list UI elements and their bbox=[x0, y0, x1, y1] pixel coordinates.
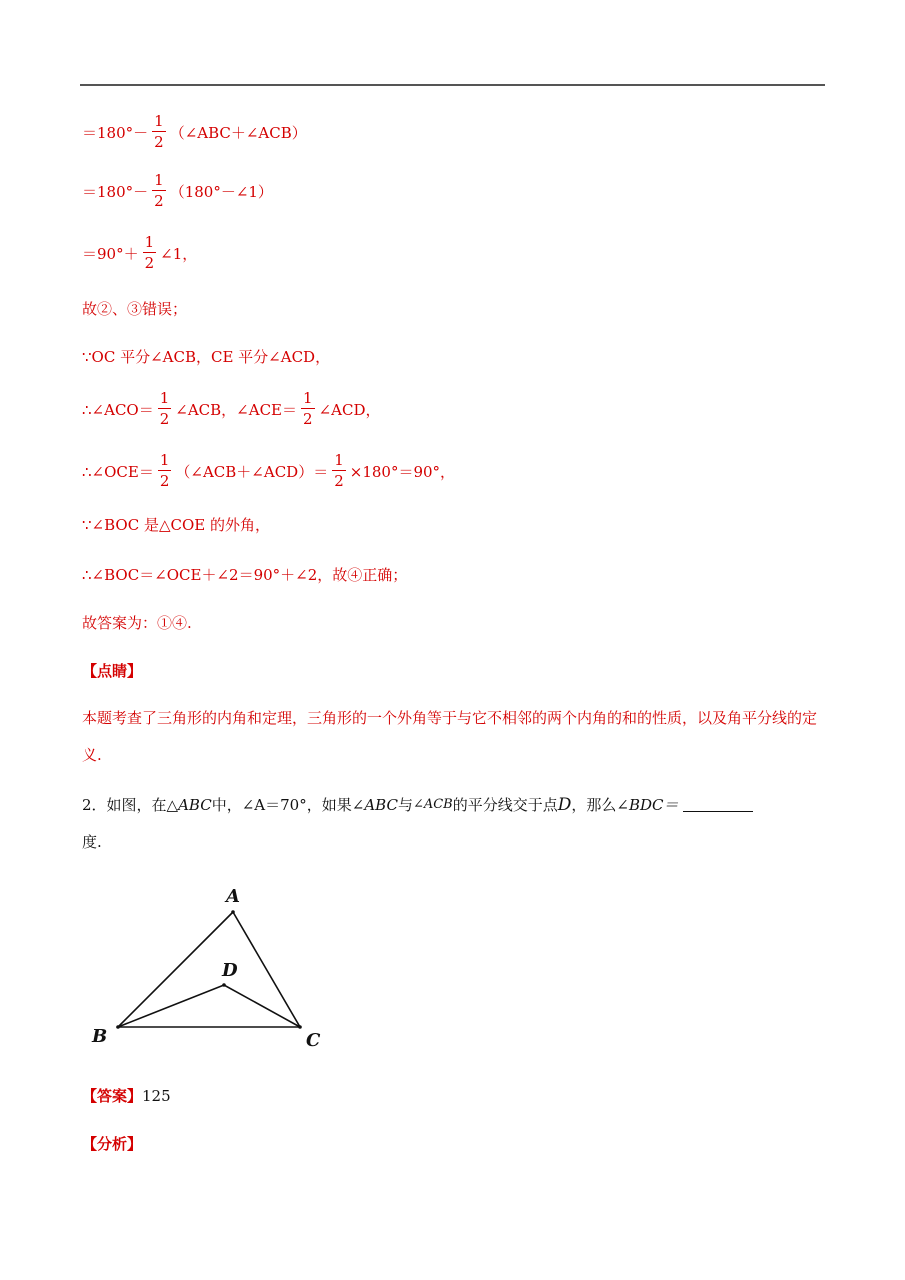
bisector-lines bbox=[118, 985, 300, 1027]
text: ＝90°＋ bbox=[82, 244, 139, 263]
fraction: $\frac{1}{2}$ bbox=[159, 451, 170, 490]
solution-line-9: ∴∠BOC＝∠OCE＋∠2＝90°＋∠2，故④正确； bbox=[82, 566, 408, 584]
text: ∠1， bbox=[160, 244, 198, 263]
solution-line-10: 故答案为：①④. bbox=[82, 614, 192, 632]
triangle-figure bbox=[80, 875, 340, 1060]
header-rule bbox=[80, 84, 825, 86]
text: ×180°＝90°， bbox=[349, 462, 456, 481]
solution-line-5: ∵OC 平分∠ACB，CE 平分∠ACD， bbox=[82, 348, 331, 366]
fraction: $\frac{1}{2}$ bbox=[303, 389, 313, 428]
solution-line-2 bbox=[82, 173, 273, 209]
point-a bbox=[231, 910, 235, 914]
solution-line-3 bbox=[82, 235, 197, 271]
text: 中， bbox=[211, 796, 242, 814]
text: ∠ACB，∠ACE＝ bbox=[175, 400, 298, 419]
fraction: $\frac{1}{2}$ bbox=[159, 389, 170, 428]
text: 的平分线交于点 bbox=[452, 796, 558, 814]
text: ＝180°－ bbox=[82, 182, 149, 201]
text: 与 bbox=[397, 796, 413, 814]
text: ∠ABC bbox=[351, 795, 398, 814]
text: ∴∠OCE＝ bbox=[82, 462, 154, 481]
solution-line-6 bbox=[82, 391, 380, 427]
question-2 bbox=[82, 794, 753, 815]
text: （∠ABC＋∠ACB） bbox=[169, 123, 307, 142]
fraction: $\frac{1}{2}$ bbox=[154, 112, 164, 151]
solution-line-8: ∵∠BOC 是△COE 的外角， bbox=[82, 516, 270, 534]
solution-line-4: 故②、③错误； bbox=[82, 300, 188, 318]
text: ∠ACB bbox=[412, 797, 453, 812]
solution-line-1 bbox=[82, 114, 307, 150]
label-b: B bbox=[92, 1026, 108, 1047]
text: ∠BDC＝ bbox=[616, 796, 679, 814]
fraction: $\frac{1}{2}$ bbox=[144, 233, 155, 272]
analysis-heading: 【分析】 bbox=[82, 1135, 143, 1153]
fraction: $\frac{1}{2}$ bbox=[154, 171, 164, 210]
text: ，如果 bbox=[306, 796, 352, 814]
solution-line-7 bbox=[82, 453, 455, 489]
text: （180°－∠1） bbox=[169, 182, 273, 201]
triangle-abc bbox=[118, 912, 300, 1027]
text: ∠A＝70° bbox=[241, 796, 307, 814]
dianjing-heading: 【点睛】 bbox=[82, 662, 143, 680]
text: ∠ACD， bbox=[318, 400, 381, 419]
text: ，那么 bbox=[571, 796, 617, 814]
answer-value: 125 bbox=[142, 1086, 171, 1105]
dianjing-text: 本题考查了三角形的内角和定理，三角形的一个外角等于与它不相邻的两个内角的和的性质，以及角平分线的定义. bbox=[82, 709, 818, 764]
text: （∠ACB＋∠ACD）＝ bbox=[175, 462, 329, 481]
text: 2．如图，在△ bbox=[82, 796, 179, 814]
point-c bbox=[298, 1025, 302, 1029]
label-c: C bbox=[306, 1030, 321, 1051]
question-2-end: 度. bbox=[82, 833, 102, 851]
text: D bbox=[557, 794, 572, 815]
point-d bbox=[222, 983, 226, 987]
answer-label: 【答案】 bbox=[82, 1087, 143, 1105]
point-b bbox=[116, 1025, 120, 1029]
fraction: $\frac{1}{2}$ bbox=[334, 451, 344, 490]
label-d: D bbox=[222, 960, 238, 981]
answer-blank bbox=[683, 797, 753, 812]
text: ∴∠ACO＝ bbox=[82, 400, 154, 419]
label-a: A bbox=[226, 886, 240, 907]
answer-line bbox=[82, 1085, 171, 1106]
text: ABC bbox=[178, 795, 212, 814]
text: ＝180°－ bbox=[82, 123, 149, 142]
